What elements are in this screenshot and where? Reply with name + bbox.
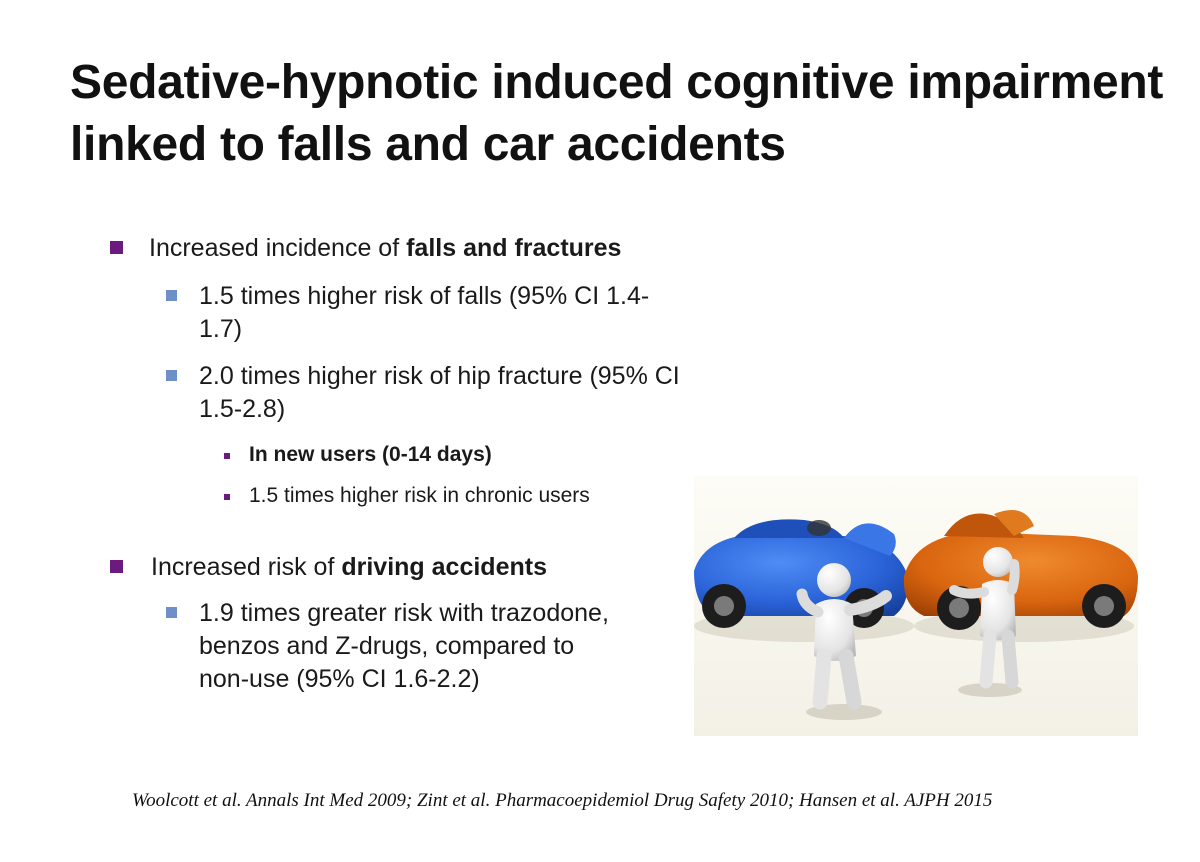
sub-bullet-text: 2.0 times higher risk of hip fracture (95% CI 1.5-2.8) (199, 362, 680, 423)
bullet-driving-bold: driving accidents (341, 553, 547, 581)
sub-bullet-falls-risk (166, 280, 686, 346)
bullet-falls-bold: falls and fractures (406, 234, 622, 262)
slide-title: Sedative-hypnotic induced cognitive impairment linked to falls and car accidents (70, 56, 1164, 171)
bullet-falls (110, 232, 621, 264)
square-bullet-icon (110, 241, 123, 254)
sub-bullet-text: 1.5 times higher risk of falls (95% CI 1.4-1.7) (199, 282, 650, 343)
square-bullet-icon (110, 560, 123, 573)
square-bullet-icon (224, 494, 230, 500)
bullet-driving-text (151, 551, 547, 583)
car-accident-illustration-icon (694, 476, 1138, 736)
sub-bullet-hip-fracture (166, 360, 726, 426)
sub-sub-bullet-text: 1.5 times higher risk in chronic users (249, 484, 590, 507)
citation: Woolcott et al. Annals Int Med 2009; Zint et al. Pharmacoepidemiol Drug Safety 2010; Hansen et al. AJPH 2015 (132, 790, 993, 811)
sub-sub-bullet-chronic-users (224, 482, 590, 510)
sub-sub-bullet-new-users (224, 441, 492, 469)
bullet-driving (110, 551, 547, 583)
bullet-falls-text (149, 232, 621, 264)
square-bullet-icon (166, 290, 177, 301)
square-bullet-icon (224, 453, 230, 459)
bullet-falls-prefix: Increased incidence of (149, 234, 407, 262)
sub-bullet-driving-risk (166, 597, 626, 696)
sub-sub-bullet-text: In new users (0-14 days) (249, 443, 492, 466)
bullet-driving-prefix: Increased risk of (151, 553, 342, 581)
sub-bullet-text: 1.9 times greater risk with trazodone, benzos and Z-drugs, compared to non-use (95% CI 1.6-2.2) (199, 599, 609, 693)
square-bullet-icon (166, 370, 177, 381)
square-bullet-icon (166, 607, 177, 618)
